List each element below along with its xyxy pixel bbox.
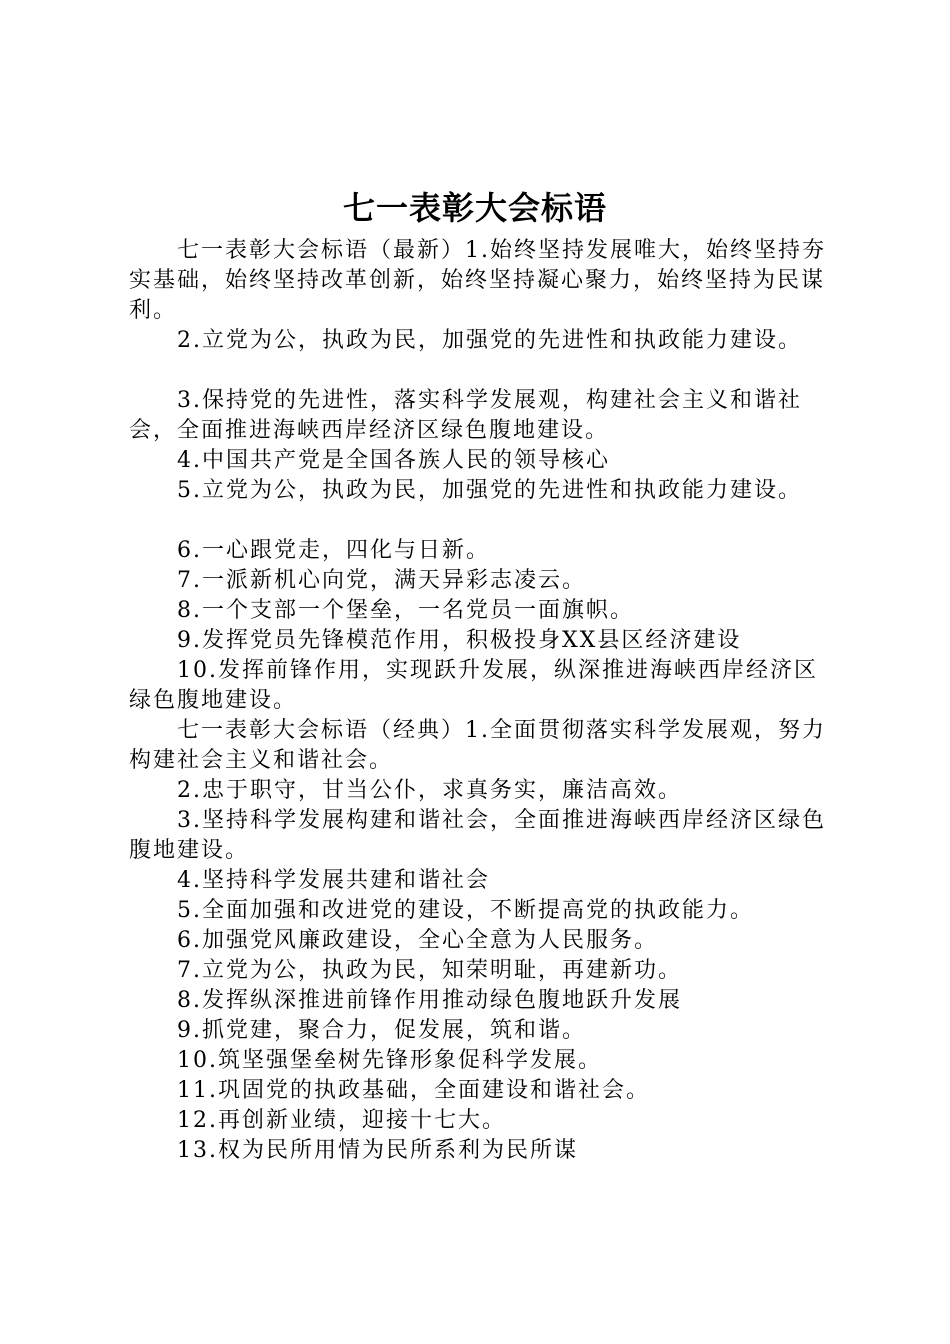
paragraph: 七一表彰大会标语（经典）1.全面贯彻落实科学发展观，努力构建社会主义和谐社会。 (129, 718, 826, 773)
paragraph: 9.发挥党员先锋模范作用，积极投身XX县区经济建设 (177, 628, 742, 653)
paragraph: 七一表彰大会标语（最新）1.始终坚持发展唯大，始终坚持夯实基础，始终坚持改革创新，始终坚持凝心聚力，始终坚持为民谋利。 (129, 238, 826, 323)
paragraph: 6.加强党风廉政建设，全心全意为人民服务。 (177, 928, 658, 953)
paragraph: 7.立党为公，执政为民，知荣明耻，再建新功。 (177, 958, 682, 983)
paragraph: 12.再创新业绩，迎接十七大。 (177, 1108, 506, 1133)
document-body (129, 236, 841, 1166)
paragraph: 4.坚持科学发展共建和谐社会 (177, 868, 490, 893)
paragraph: 8.一个支部一个堡垒，一名党员一面旗帜。 (177, 598, 634, 623)
paragraph: 13.权为民所用情为民所系利为民所谋 (177, 1138, 578, 1163)
paragraph: 5.全面加强和改进党的建设，不断提高党的执政能力。 (177, 898, 754, 923)
paragraph: 10.筑坚强堡垒树先锋形象促科学发展。 (177, 1048, 602, 1073)
paragraph: 9.抓党建，聚合力，促发展，筑和谐。 (177, 1018, 586, 1043)
paragraph: 6.一心跟党走，四化与日新。 (177, 538, 490, 563)
paragraph: 11.巩固党的执政基础，全面建设和谐社会。 (177, 1078, 650, 1103)
paragraph: 4.中国共产党是全国各族人民的领导核心 (177, 448, 610, 473)
paragraph: 2.忠于职守，甘当公仆，求真务实，廉洁高效。 (177, 778, 682, 803)
paragraph: 5.立党为公，执政为民，加强党的先进性和执政能力建设。 (177, 478, 802, 503)
document-title: 七一表彰大会标语 (342, 189, 607, 227)
paragraph: 10.发挥前锋作用，实现跃升发展，纵深推进海峡西岸经济区绿色腹地建设。 (129, 658, 818, 713)
paragraph: 3.坚持科学发展构建和谐社会，全面推进海峡西岸经济区绿色腹地建设。 (129, 808, 826, 863)
paragraph: 2.立党为公，执政为民，加强党的先进性和执政能力建设。 (177, 328, 802, 353)
paragraph: 3.保持党的先进性，落实科学发展观，构建社会主义和谐社会，全面推进海峡西岸经济区绿色腹地建设。 (129, 388, 802, 443)
paragraph: 7.一派新机心向党，满天异彩志凌云。 (177, 568, 586, 593)
paragraph: 8.发挥纵深推进前锋作用推动绿色腹地跃升发展 (177, 988, 682, 1013)
